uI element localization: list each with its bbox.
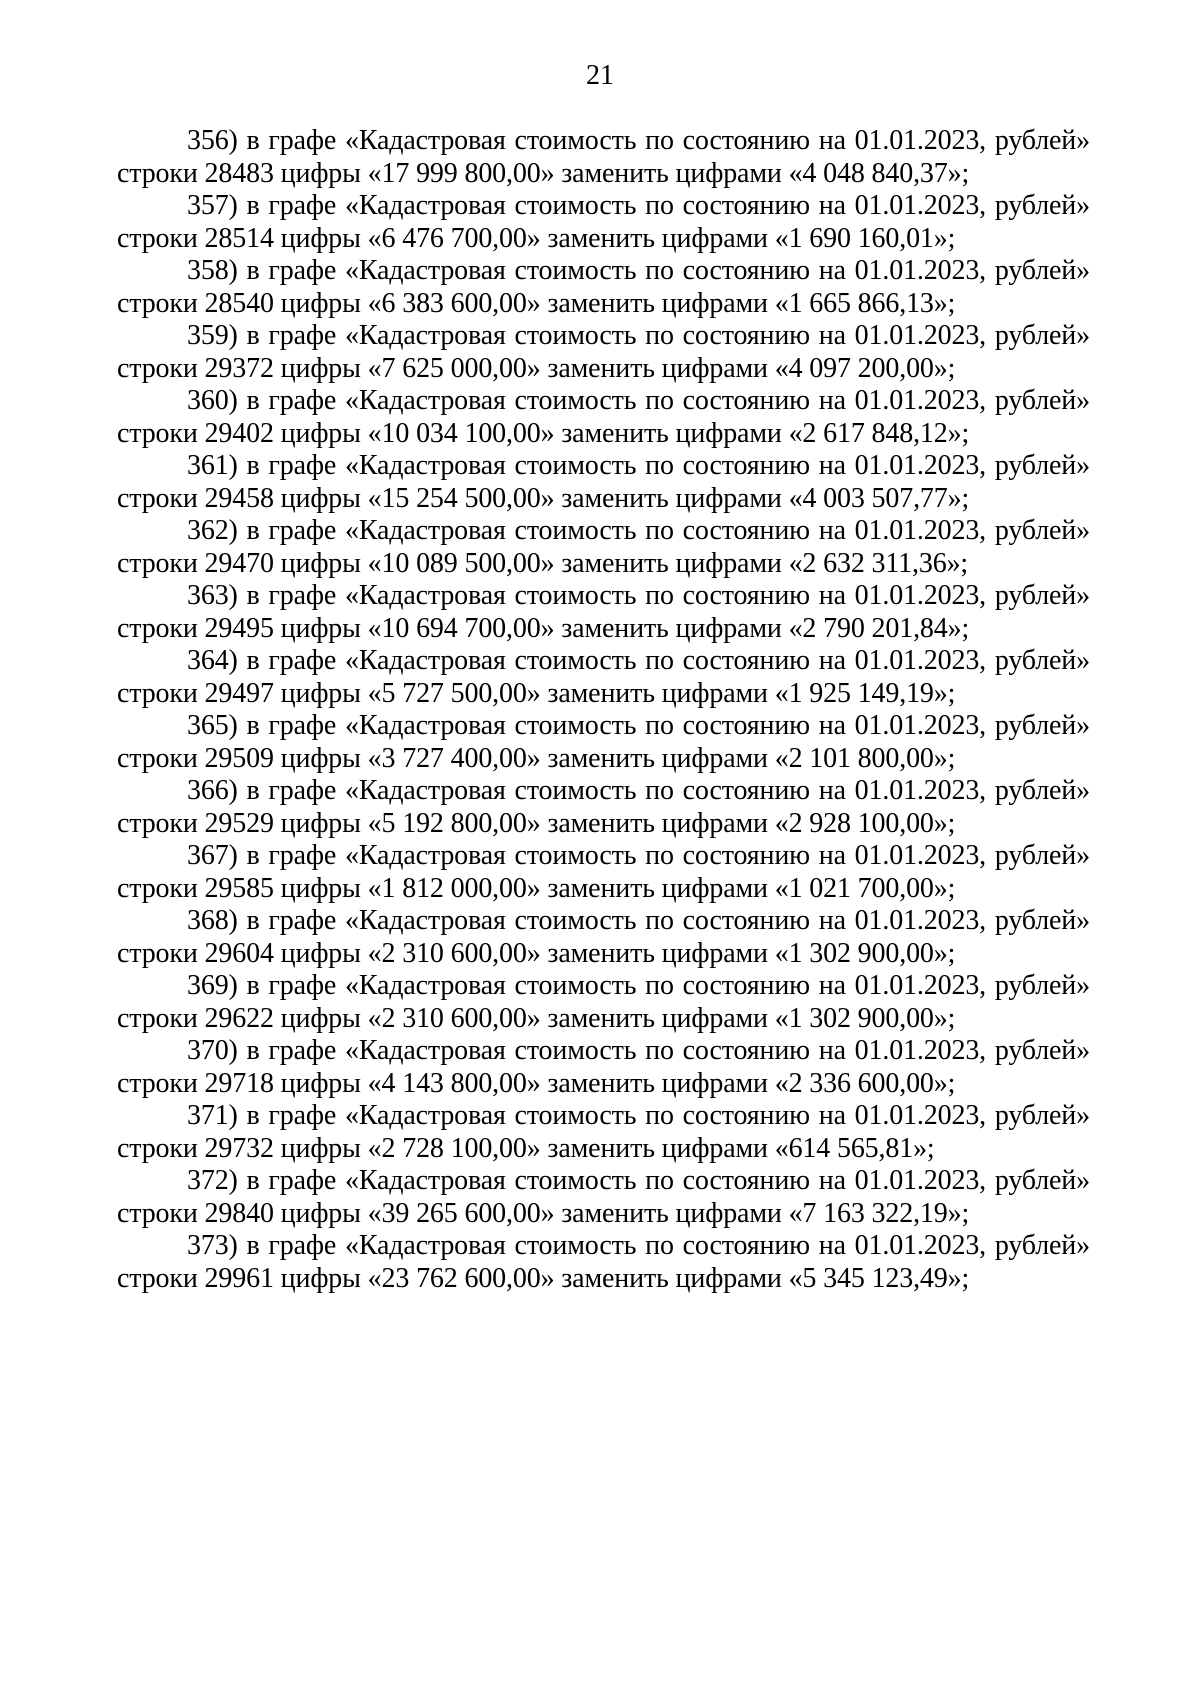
list-item: 358) в графе «Кадастровая стоимость по состоянию на 01.01.2023, рублей» строки 28540 цифры «6 383 600,00» заменить цифрами «1 665 866,13»; [117, 255, 1090, 319]
list-item: 367) в графе «Кадастровая стоимость по состоянию на 01.01.2023, рублей» строки 29585 цифры «1 812 000,00» заменить цифрами «1 021 700,00»; [117, 840, 1090, 904]
list-item: 366) в графе «Кадастровая стоимость по состоянию на 01.01.2023, рублей» строки 29529 цифры «5 192 800,00» заменить цифрами «2 928 100,00»; [117, 775, 1090, 839]
list-item: 362) в графе «Кадастровая стоимость по состоянию на 01.01.2023, рублей» строки 29470 цифры «10 089 500,00» заменить цифрами «2 632 311,36»; [117, 515, 1090, 579]
list-item: 373) в графе «Кадастровая стоимость по состоянию на 01.01.2023, рублей» строки 29961 цифры «23 762 600,00» заменить цифрами «5 345 123,49»; [117, 1230, 1090, 1294]
list-item: 363) в графе «Кадастровая стоимость по состоянию на 01.01.2023, рублей» строки 29495 цифры «10 694 700,00» заменить цифрами «2 790 201,84»; [117, 580, 1090, 644]
list-item: 368) в графе «Кадастровая стоимость по состоянию на 01.01.2023, рублей» строки 29604 цифры «2 310 600,00» заменить цифрами «1 302 900,00»; [117, 905, 1090, 969]
list-item: 370) в графе «Кадастровая стоимость по состоянию на 01.01.2023, рублей» строки 29718 цифры «4 143 800,00» заменить цифрами «2 336 600,00»; [117, 1035, 1090, 1099]
document-body [117, 125, 1090, 1295]
list-item: 364) в графе «Кадастровая стоимость по состоянию на 01.01.2023, рублей» строки 29497 цифры «5 727 500,00» заменить цифрами «1 925 149,19»; [117, 645, 1090, 709]
list-item: 365) в графе «Кадастровая стоимость по состоянию на 01.01.2023, рублей» строки 29509 цифры «3 727 400,00» заменить цифрами «2 101 800,00»; [117, 710, 1090, 774]
list-item: 361) в графе «Кадастровая стоимость по состоянию на 01.01.2023, рублей» строки 29458 цифры «15 254 500,00» заменить цифрами «4 003 507,77»; [117, 450, 1090, 514]
list-item: 357) в графе «Кадастровая стоимость по состоянию на 01.01.2023, рублей» строки 28514 цифры «6 476 700,00» заменить цифрами «1 690 160,01»; [117, 190, 1090, 254]
list-item: 360) в графе «Кадастровая стоимость по состоянию на 01.01.2023, рублей» строки 29402 цифры «10 034 100,00» заменить цифрами «2 617 848,12»; [117, 385, 1090, 449]
list-item: 356) в графе «Кадастровая стоимость по состоянию на 01.01.2023, рублей» строки 28483 цифры «17 999 800,00» заменить цифрами «4 048 840,37»; [117, 125, 1090, 189]
list-item: 372) в графе «Кадастровая стоимость по состоянию на 01.01.2023, рублей» строки 29840 цифры «39 265 600,00» заменить цифрами «7 163 322,19»; [117, 1165, 1090, 1229]
list-item: 371) в графе «Кадастровая стоимость по состоянию на 01.01.2023, рублей» строки 29732 цифры «2 728 100,00» заменить цифрами «614 565,81»; [117, 1100, 1090, 1164]
page-number: 21 [586, 60, 614, 91]
list-item: 359) в графе «Кадастровая стоимость по состоянию на 01.01.2023, рублей» строки 29372 цифры «7 625 000,00» заменить цифрами «4 097 200,00»; [117, 320, 1090, 384]
list-item: 369) в графе «Кадастровая стоимость по состоянию на 01.01.2023, рублей» строки 29622 цифры «2 310 600,00» заменить цифрами «1 302 900,00»; [117, 970, 1090, 1034]
